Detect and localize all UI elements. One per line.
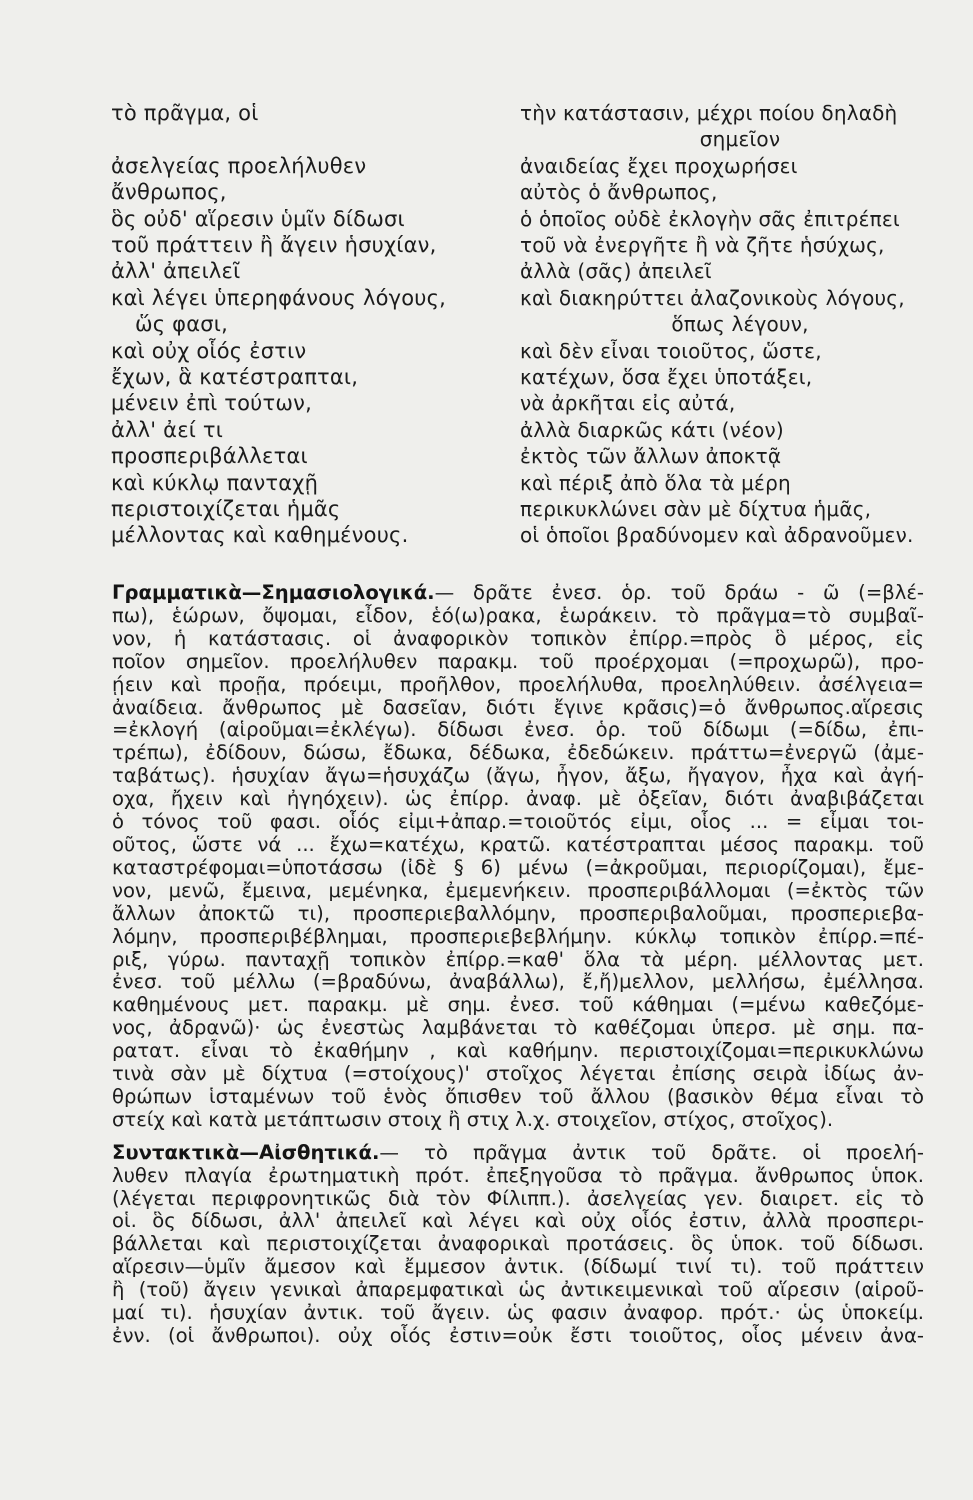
- ancient-verse-line: ἀλλ' ἀεί τι: [111, 417, 224, 442]
- syntax-line: — τὸ πρᾶγμα ἀντικ τοῦ δρᾶτε. οἱ προελή-: [379, 1140, 924, 1164]
- ancient-verse-line: περιστοιχίζεται ἡμᾶς: [111, 497, 341, 521]
- ancient-verse-line: ὥς φασι,: [135, 312, 228, 337]
- grammar-line: λόμην, προσπεριβέβλημαι, προσπεριεβεβλήμην. κύκλῳ τοπικὸν ἐπίρρ.=πέ-: [112, 924, 924, 948]
- grammar-line: =ἐκλογή (αἱροῦμαι=ἐκλέγω). δίδωσι ἐνεσ. ὁρ. τοῦ δίδωμι (=δίδω, ἐπι-: [112, 718, 924, 742]
- grammar-section: [112, 582, 924, 1132]
- syntax-line: αἵρεσιν—ὑμῖν ἄμεσον καὶ ἔμμεσον ἀντικ. (δίδωμί τινί τι). τοῦ πράττειν: [112, 1255, 924, 1279]
- grammar-line: ρατατ. εἶναι τὸ ἐκαθήμην , καὶ καθήμην. περιστοιχίζομαι=περικυκλώνω: [112, 1039, 924, 1063]
- grammar-line: ὁ τόνος τοῦ φασι. οἷός εἰμι+ἀπαρ.=τοιοῦτός εἰμι, οἷος ... = εἶμαι τοι-: [112, 810, 924, 834]
- grammar-line: οῦτος, ὥστε νά ... ἔχω=κατέχω, κρατῶ. κατέστραπται μέσος παρακμ. τοῦ: [112, 832, 924, 856]
- grammar-line: νος, ἀδρανῶ)· ὡς ἐνεστὼς λαμβάνεται τὸ καθέζομαι ὑπερσ. μὲ σημ. πα-: [112, 1016, 924, 1040]
- grammar-line: οχα, ἤχειν καὶ ἠγηόχειν). ὡς ἐπίρρ. ἀναφ. μὲ ὀξεῖαν, διότι ἀναβιβάζεται: [112, 787, 924, 811]
- translation-verse-line: τὴν κατάστασιν, μέχρι ποίου δηλαδὴ: [520, 101, 898, 125]
- grammar-line: ταβάτως). ἡσυχίαν ἄγω=ἡσυχάζω (ἄγω, ἦγον, ἄξω, ἤγαγον, ἦχα καὶ ἀγή-: [112, 764, 924, 788]
- translation-verse-line: σημεῖον: [699, 127, 781, 152]
- grammar-line: πω), ἑώρων, ὄψομαι, εἶδον, ἑό(ω)ρακα, ἑωράκειν. τὸ πρᾶγμα=τὸ συμβαῖ-: [112, 603, 924, 627]
- ancient-verse-line: ἄνθρωπος,: [111, 180, 227, 205]
- ancient-verse-line: μέλλοντας καὶ καθημένους.: [111, 523, 409, 548]
- ancient-verse-line: ἔχων, ἃ κατέστραπται,: [111, 365, 359, 389]
- syntax-line: οἱ. ὃς δίδωσι, ἀλλ' ἀπειλεῖ καὶ λέγει καὶ οὐχ οἷός ἐστιν, ἀλλὰ προσπερι-: [112, 1209, 924, 1233]
- grammar-line: νον, ἡ κατάστασις. οἱ ἀναφορικὸν τοπικὸν ἐπίρρ.=πρὸς ὃ μέρος, εἰς: [112, 626, 924, 650]
- grammar-line: καταστρέφομαι=ὑποτάσσω (ἰδὲ § 6) μένω (=ἀκροῦμαι, περιορίζομαι), ἔμε-: [112, 855, 924, 879]
- translation-verse-line: καὶ πέριξ ἀπὸ ὅλα τὰ μέρη: [520, 470, 791, 495]
- grammar-line: θρώπων ἱσταμένων τοῦ ἑνὸς ὄπισθεν τοῦ ἄλλου (βασικὸν θέμα εἶναι τὸ: [112, 1084, 924, 1108]
- grammar-first-line: [112, 582, 924, 605]
- ancient-verse-line: καὶ κύκλῳ πανταχῇ: [111, 470, 319, 495]
- translation-verse-line: ὅπως λέγουν,: [671, 312, 809, 337]
- syntax-line: ἢ (τοῦ) ἄγειν γενικαὶ ἀπαρεμφατικαὶ ὡς ἀντικειμενικαὶ τοῦ αἵρεσιν (αἱροῦ-: [112, 1278, 924, 1302]
- syntax-line: βάλλεται καὶ περιστοιχίζεται ἀναφορικαὶ προτάσεις. ὃς ὑποκ. τοῦ δίδωσι.: [112, 1232, 924, 1256]
- translation-verse-line: οἱ ὁποῖοι βραδύνομεν καὶ ἀδρανοῦμεν.: [520, 523, 914, 548]
- grammar-line: ἀναίδεια. ἄνθρωπος μὲ δασεῖαν, διότι ἔγινε κρᾶσις)=ὁ ἄνθρωπος.αἵρεσις: [112, 695, 924, 719]
- syntax-section: [112, 1142, 924, 1348]
- translation-verse-line: ἐκτὸς τῶν ἄλλων ἀποκτᾷ: [520, 444, 782, 469]
- grammar-line: ποῖον σημεῖον. προελήλυθεν παρακμ. τοῦ προέρχομαι (=προχωρῶ), προ-: [112, 649, 924, 673]
- grammar-line: καθημένους μετ. παρακμ. μὲ σημ. ἐνεσ. τοῦ κάθημαι (=μένω καθεζόμε-: [112, 993, 924, 1017]
- commentary-block: [112, 582, 924, 1348]
- grammar-line: ἐνεσ. τοῦ μέλλω (=βραδύνω, ἀναβάλλω), ἔ,ἤ)μελλον, μελλήσω, ἐμέλλησα.: [112, 970, 924, 994]
- translation-verse-line: ἀναιδείας ἔχει προχωρήσει: [520, 153, 798, 178]
- translation-verse-line: ὁ ὁποῖος οὐδὲ ἐκλογὴν σᾶς ἐπιτρέπει: [520, 206, 900, 231]
- syntax-heading: Συντακτικὰ—Αἰσθητικά.: [112, 1140, 380, 1164]
- translation-verse-line: κατέχων, ὅσα ἔχει ὑποτάξει,: [520, 365, 813, 389]
- grammar-line: — δρᾶτε ἐνεσ. ὁρ. τοῦ δράω - ῶ (=βλέ-: [434, 581, 924, 604]
- syntax-first-line: [112, 1142, 924, 1165]
- grammar-line: τινὰ σὰν μὲ δίχτυα (=στοίχους)' στοῖχος λέγεται ἐπίσης σειρὰ ἰδίως ἀν-: [112, 1062, 924, 1086]
- grammar-heading: Γραμματικὰ—Σημασιολογικά.: [112, 581, 435, 604]
- translation-verse-line: ἀλλὰ (σᾶς) ἀπειλεῖ: [520, 259, 712, 284]
- ancient-verse-line: ὃς οὐδ' αἵρεσιν ὑμῖν δίδωσι: [111, 206, 405, 231]
- translation-verse-line: καὶ διακηρύττει ἀλαζονικοὺς λόγους,: [520, 285, 905, 310]
- translation-verse-line: ἀλλὰ διαρκῶς κάτι (νέον): [520, 417, 784, 442]
- syntax-line: ἐνν. (οἱ ἄνθρωποι). οὐχ οἷός ἐστιν=οὐκ ἔστι τοιοῦτος, οἷος μένειν ἀνα-: [112, 1324, 924, 1347]
- ancient-verse-line: καὶ οὐχ οἷός ἐστιν: [111, 338, 307, 363]
- translation-verse-line: τοῦ νὰ ἐνεργῆτε ἢ νὰ ζῆτε ἡσύχως,: [520, 233, 885, 257]
- grammar-line: τρέπω), ἐδίδουν, δώσω, ἔδωκα, δέδωκα, ἐδεδώκειν. πράττω=ἐνεργῶ (ἀμε-: [112, 741, 924, 765]
- grammar-line: ῄειν καὶ προῇα, πρόειμι, προῆλθον, προελήλυθα, προεληλύθειν. ἀσέλγεια=: [112, 672, 924, 696]
- ancient-verse-line: προσπεριβάλλεται: [111, 444, 308, 469]
- ancient-verse-line: τοῦ πράττειν ἢ ἄγειν ἡσυχίαν,: [111, 233, 437, 257]
- syntax-line: λυθεν πλαγία ἐρωτηματικὴ πρότ. ἐπεξηγοῦσα τὸ πρᾶγμα. ἄνθρωπος ὑποκ.: [112, 1163, 924, 1187]
- grammar-line: ριξ, γύρω. πανταχῇ τοπικὸν ἐπίρρ.=καθ' ὅλα τὰ μέρη. μέλλοντας μετ.: [112, 947, 924, 971]
- grammar-line: νον, μενῶ, ἔμεινα, μεμένηκα, ἐμεμενήκειν. προσπεριβάλλομαι (=ἐκτὸς τῶν: [112, 878, 924, 902]
- translation-verse-line: νὰ ἀρκῆται εἰς αὐτά,: [520, 391, 736, 416]
- ancient-verse-line: τὸ πρᾶγμα, οἱ: [111, 101, 259, 125]
- translation-verse-line: αὐτὸς ὁ ἄνθρωπος,: [520, 180, 718, 205]
- ancient-verse-line: ἀσελγείας προελήλυθεν: [111, 153, 367, 178]
- ancient-verse-line: μένειν ἐπὶ τούτων,: [111, 391, 312, 416]
- ancient-verse-line: ἀλλ' ἀπειλεῖ: [111, 259, 241, 284]
- grammar-line: ἄλλων ἀποκτῶ τι), προσπεριεβαλλόμην, προσπεριβαλοῦμαι, προσπεριεβα-: [112, 901, 924, 925]
- syntax-line: (λέγεται περιφρονητικῶς διὰ τὸν Φίλιππ.). ἀσελγείας γεν. διαιρετ. εἰς τὸ: [112, 1186, 924, 1210]
- grammar-line: στείχ καὶ κατὰ μετάπτωσιν στοιχ ἢ στιχ λ.χ. στοιχεῖον, στίχος, στοῖχος).: [112, 1107, 834, 1131]
- translation-verse-line: καὶ δὲν εἶναι τοιοῦτος, ὥστε,: [520, 338, 822, 363]
- ancient-verse-line: καὶ λέγει ὑπερηφάνους λόγους,: [111, 285, 447, 310]
- syntax-line: μαί τι). ἡσυχίαν ἀντικ. τοῦ ἄγειν. ὡς φασιν ἀναφορ. πρότ.· ὡς ὑποκείμ.: [112, 1301, 924, 1325]
- translation-verse-line: περικυκλώνει σὰν μὲ δίχτυα ἡμᾶς,: [520, 497, 872, 521]
